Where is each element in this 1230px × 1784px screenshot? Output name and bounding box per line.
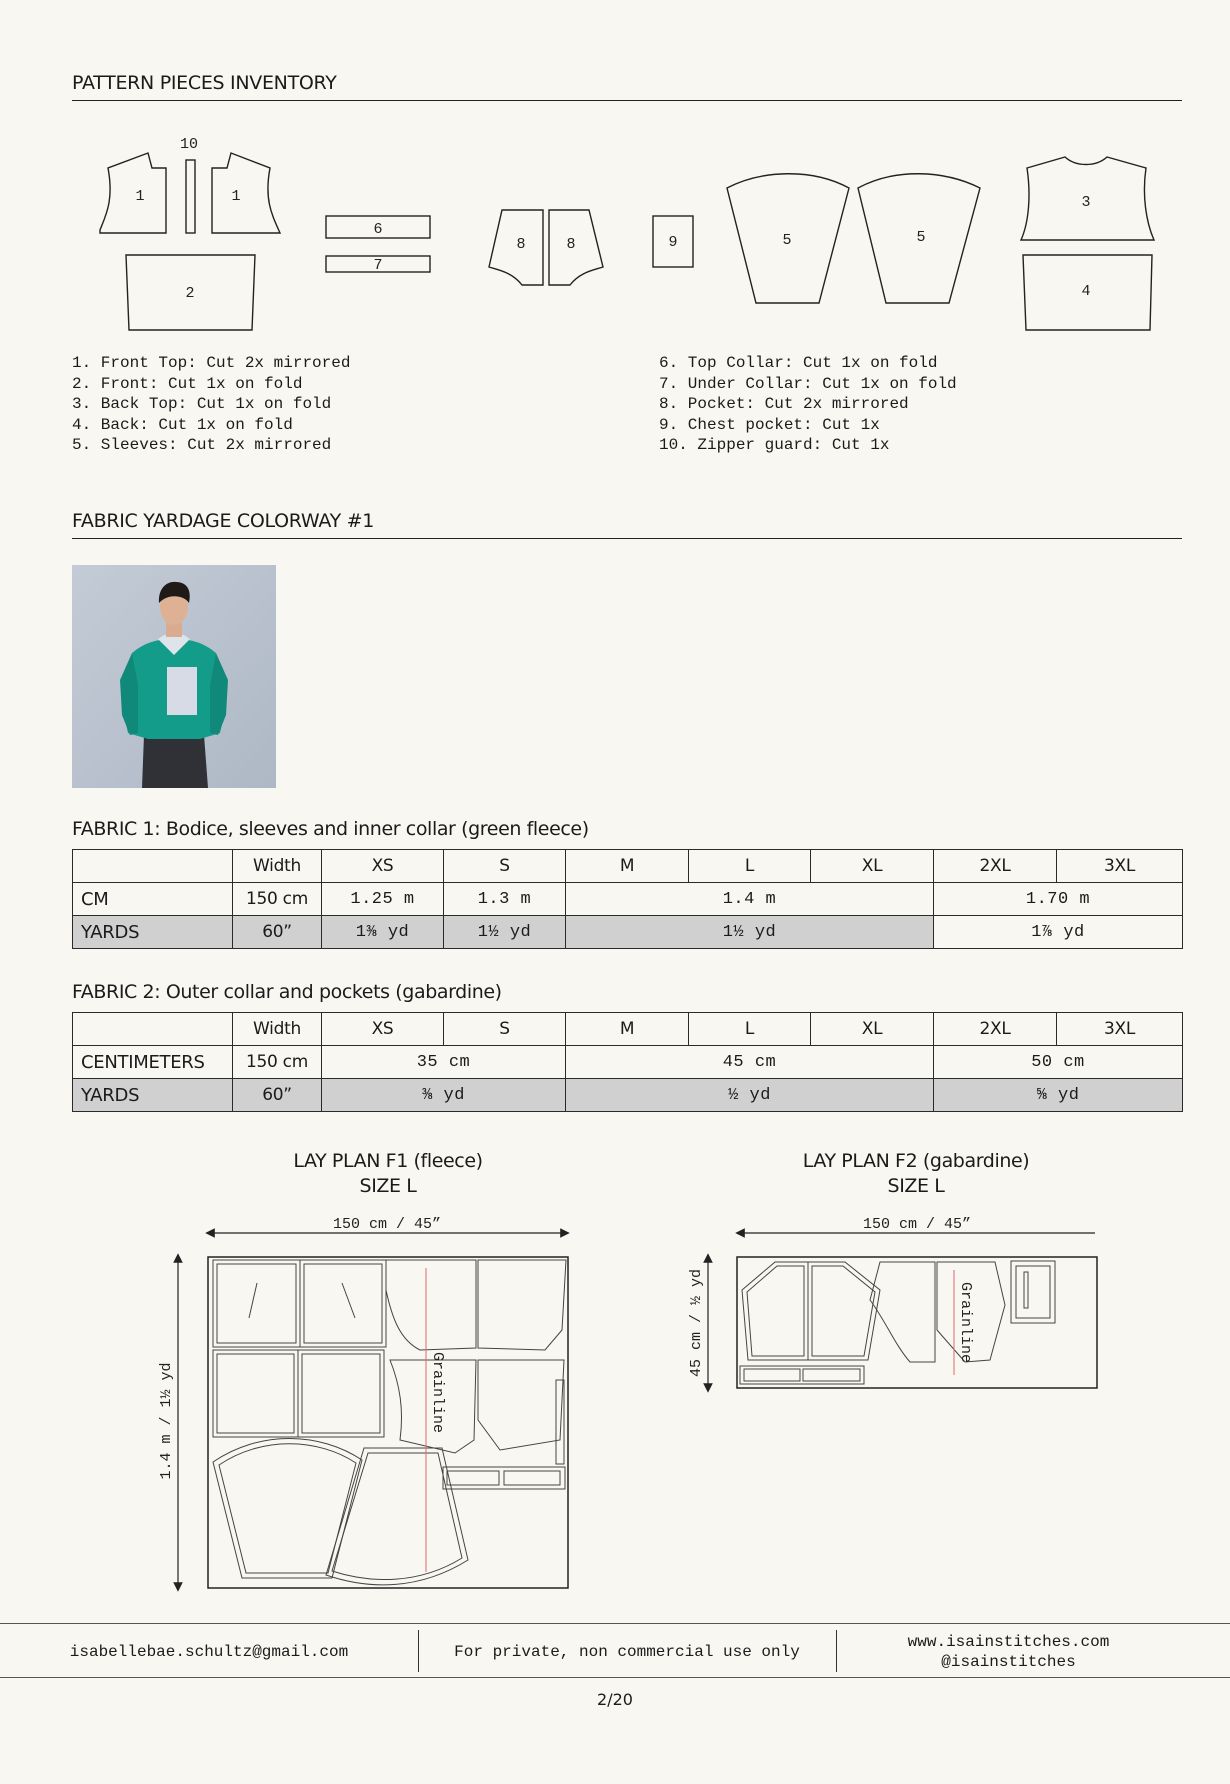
m-l-xl-value: 1.4 m bbox=[566, 883, 934, 916]
header-2xl: 2XL bbox=[934, 850, 1057, 883]
row-label: YARDS bbox=[73, 1079, 233, 1112]
piece-1-label: 1 bbox=[135, 188, 145, 205]
header-m: M bbox=[566, 850, 689, 883]
pattern-pieces-diagram bbox=[0, 120, 1230, 350]
header-2xl: 2XL bbox=[934, 1013, 1057, 1046]
inventory-title: PATTERN PIECES INVENTORY bbox=[72, 72, 1182, 101]
header-3xl: 3XL bbox=[1057, 1013, 1183, 1046]
2xl-3xl-value: 1⅞ yd bbox=[934, 916, 1183, 949]
footer-email[interactable]: isabellebae.schultz@gmail.com bbox=[69, 1642, 349, 1661]
piece-9-label: 9 bbox=[668, 234, 678, 251]
header-xs: XS bbox=[322, 850, 444, 883]
header-l: L bbox=[689, 1013, 811, 1046]
piece-5-label: 5 bbox=[916, 229, 926, 246]
m-l-xl-value: ½ yd bbox=[566, 1079, 934, 1112]
width-value: 150 cm bbox=[233, 1046, 322, 1079]
footer-website[interactable]: www.isainstitches.com bbox=[907, 1632, 1110, 1651]
colorway-photo bbox=[72, 565, 276, 788]
header-s: S bbox=[444, 850, 566, 883]
2xl-3xl-value: 50 cm bbox=[934, 1046, 1183, 1079]
row-label: CENTIMETERS bbox=[73, 1046, 233, 1079]
2xl-3xl-value: ⅝ yd bbox=[934, 1079, 1183, 1112]
piece-4-label: 4 bbox=[1081, 283, 1091, 300]
piece-8-label: 8 bbox=[516, 236, 526, 253]
header-width: Width bbox=[233, 850, 322, 883]
piece-8-right-shape bbox=[549, 210, 603, 285]
s-value: 1.3 m bbox=[444, 883, 566, 916]
table-row-cm bbox=[73, 883, 1183, 916]
row-label: YARDS bbox=[73, 916, 233, 949]
layplan-f1-diagram bbox=[140, 1205, 580, 1600]
piece-10-shape bbox=[186, 160, 195, 233]
header-xs: XS bbox=[322, 1013, 444, 1046]
piece-7-label: 7 bbox=[373, 257, 383, 274]
m-l-xl-value: 1½ yd bbox=[566, 916, 934, 949]
header-3xl: 3XL bbox=[1057, 850, 1183, 883]
layplan-f2-grainline-label: Grainline bbox=[957, 1282, 974, 1364]
layplan-f1-grainline-label: Grainline bbox=[429, 1352, 446, 1434]
footer bbox=[0, 1623, 1230, 1678]
table-row-yards bbox=[73, 1079, 1183, 1112]
footer-handle[interactable]: @isainstitches bbox=[941, 1652, 1076, 1671]
width-value: 60” bbox=[233, 916, 322, 949]
xs-value: 1⅜ yd bbox=[322, 916, 444, 949]
width-value: 150 cm bbox=[233, 883, 322, 916]
2xl-3xl-value: 1.70 m bbox=[934, 883, 1183, 916]
xs-s-value: ⅜ yd bbox=[322, 1079, 566, 1112]
pieces-legend-right: 6. Top Collar: Cut 1x on fold 7. Under Collar: Cut 1x on fold 8. Pocket: Cut 2x mirrored 9. Chest pocket: Cut 1x 10. Zipper guard: Cut 1x bbox=[659, 354, 957, 454]
table-row-yards bbox=[73, 916, 1183, 949]
piece-5-label: 5 bbox=[782, 232, 792, 249]
fabric-f1-rect bbox=[208, 1257, 568, 1588]
piece-10-label: 10 bbox=[179, 136, 199, 153]
layplan-f2-length-label: 45 cm / ½ yd bbox=[688, 1268, 705, 1378]
layplan-f2-size: SIZE L bbox=[887, 1175, 945, 1197]
table-header-row bbox=[73, 850, 1183, 883]
row-label: CM bbox=[73, 883, 233, 916]
pieces-legend-left: 1. Front Top: Cut 2x mirrored 2. Front: Cut 1x on fold 3. Back Top: Cut 1x on fold 4. Back: Cut 1x on fold 5. Sleeves: Cut 2x mirrored bbox=[72, 354, 351, 454]
m-l-xl-value: 45 cm bbox=[566, 1046, 934, 1079]
header-empty-cell bbox=[73, 1013, 233, 1046]
footer-contact bbox=[836, 1624, 1181, 1679]
layplan-f2-diagram bbox=[670, 1205, 1110, 1395]
header-l: L bbox=[689, 850, 811, 883]
layplan-f2-width-label: 150 cm / 45” bbox=[862, 1216, 972, 1233]
table-header-row bbox=[73, 1013, 1183, 1046]
piece-1-right-shape bbox=[212, 153, 280, 233]
layplan-f2-title bbox=[766, 1149, 1066, 1199]
piece-1-left-shape bbox=[100, 153, 166, 233]
yardage-title: FABRIC YARDAGE COLORWAY #1 bbox=[72, 510, 1182, 539]
footer-license: For private, non commercial use only bbox=[454, 1642, 800, 1661]
piece-6-label: 6 bbox=[373, 221, 383, 238]
fabric2-table bbox=[72, 1012, 1183, 1112]
layplan-f1-title bbox=[238, 1149, 538, 1199]
piece-2-label: 2 bbox=[185, 285, 195, 302]
fabric2-heading: FABRIC 2: Outer collar and pockets (gabardine) bbox=[72, 981, 502, 1003]
header-m: M bbox=[566, 1013, 689, 1046]
layplan-f1-width-label: 150 cm / 45” bbox=[332, 1216, 442, 1233]
header-xl: XL bbox=[811, 850, 934, 883]
xs-s-value: 35 cm bbox=[322, 1046, 566, 1079]
header-width: Width bbox=[233, 1013, 322, 1046]
layplan-f1-name: LAY PLAN F1 (fleece) bbox=[293, 1150, 483, 1172]
width-value: 60” bbox=[233, 1079, 322, 1112]
piece-3-label: 3 bbox=[1081, 194, 1091, 211]
layplan-f1-length-label: 1.4 m / 1½ yd bbox=[158, 1362, 175, 1480]
fabric1-heading: FABRIC 1: Bodice, sleeves and inner collar (green fleece) bbox=[72, 818, 589, 840]
header-xl: XL bbox=[811, 1013, 934, 1046]
xs-value: 1.25 m bbox=[322, 883, 444, 916]
s-value: 1½ yd bbox=[444, 916, 566, 949]
header-empty-cell bbox=[73, 850, 233, 883]
piece-1-label: 1 bbox=[231, 188, 241, 205]
piece-8-label: 8 bbox=[566, 236, 576, 253]
layplan-f1-size: SIZE L bbox=[359, 1175, 417, 1197]
fabric1-table bbox=[72, 849, 1183, 949]
layplan-f2-name: LAY PLAN F2 (gabardine) bbox=[802, 1150, 1030, 1172]
header-s: S bbox=[444, 1013, 566, 1046]
table-row-cm bbox=[73, 1046, 1183, 1079]
page-number: 2/20 bbox=[597, 1690, 633, 1709]
